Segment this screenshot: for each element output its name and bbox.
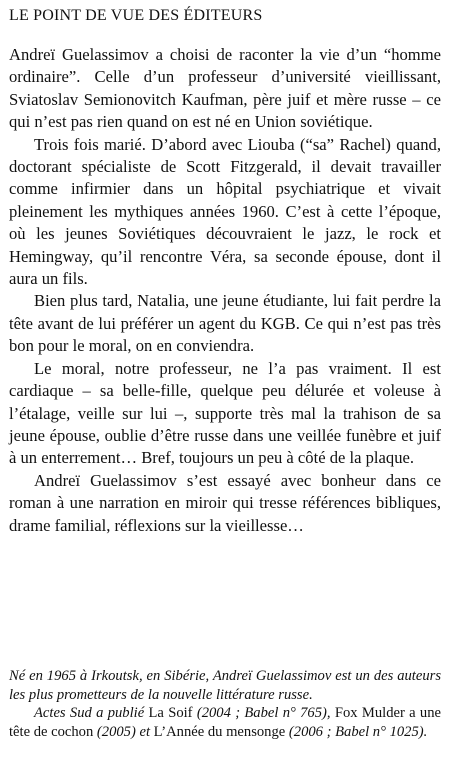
section-heading: LE POINT DE VUE DES ÉDITEURS bbox=[9, 7, 263, 24]
publications-intro: Actes Sud a publié bbox=[34, 705, 149, 722]
author-bio bbox=[9, 667, 441, 741]
publications-paragraph bbox=[9, 704, 441, 741]
publications-detail-3: (2006 ; Babel n° 1025). bbox=[285, 723, 428, 740]
paragraph-3-text-b: . Ce qui n’est pas très bon pour le moral, on en conviendra. bbox=[9, 313, 441, 356]
paragraph-3-text-a: Bien plus tard, Natalia, une jeune étudiante, lui fait perdre la tête avant de lui préférer un agent du bbox=[9, 291, 441, 333]
paragraph-4: Le moral, notre professeur, ne l’a pas vraiment. Il est cardiaque – sa belle-fille, quelque peu délurée et voleuse à l’étalage, veille sur lui –, supporte très mal la trahison de sa jeune épouse, oublie d’être russe dans une veillée funèbre et juif à un enterrement… Bref, toujours un peu à côté de la plaque. bbox=[9, 358, 441, 468]
editor-review-text bbox=[9, 44, 441, 537]
book-title-1: La Soif bbox=[148, 705, 193, 722]
kgb-abbreviation: KGB bbox=[260, 313, 296, 333]
paragraph-5: Andreï Guelassimov s’est essayé avec bonheur dans ce roman à une narration en miroir qui tresse références bibliques, drame familial, réflexions sur la vieillesse… bbox=[9, 470, 441, 535]
paragraph-1: Andreï Guelassimov a choisi de raconter la vie d’un “homme ordinaire”. Celle d’un professeur d’université vieillissant, Sviatoslav Semionovitch Kaufman, père juif et mère russe – ce qui n’est pas rien quand on est né en Union soviétique. bbox=[9, 45, 441, 132]
publications-detail-2: (2005) et bbox=[93, 723, 154, 740]
paragraph-2: Trois fois marié. D’abord avec Liouba (“sa” Rachel) quand, doctorant spécialiste de Scott Fitzgerald, il devait travailler comme infirmier dans un hôpital psychiatrique et vivait pleinement les mythiques années 1960. C’est à cette l’époque, où les jeunes Soviétiques découvraient le jazz, le rock et Hemingway, qu’il rencontre Véra, sa seconde épouse, dont il aura un fils. bbox=[9, 134, 441, 289]
bio-paragraph: Né en 1965 à Irkoutsk, en Sibérie, Andreï Guelassimov est un des auteurs les plus prometteurs de la nouvelle littérature russe. bbox=[9, 668, 441, 703]
paragraph-3 bbox=[9, 290, 441, 357]
publications-detail-1: (2004 ; Babel n° 765), bbox=[192, 705, 335, 722]
book-title-2: Fox Mulder a une tête de cochon bbox=[9, 705, 441, 740]
book-title-3: L’Année du mensonge bbox=[153, 723, 286, 740]
